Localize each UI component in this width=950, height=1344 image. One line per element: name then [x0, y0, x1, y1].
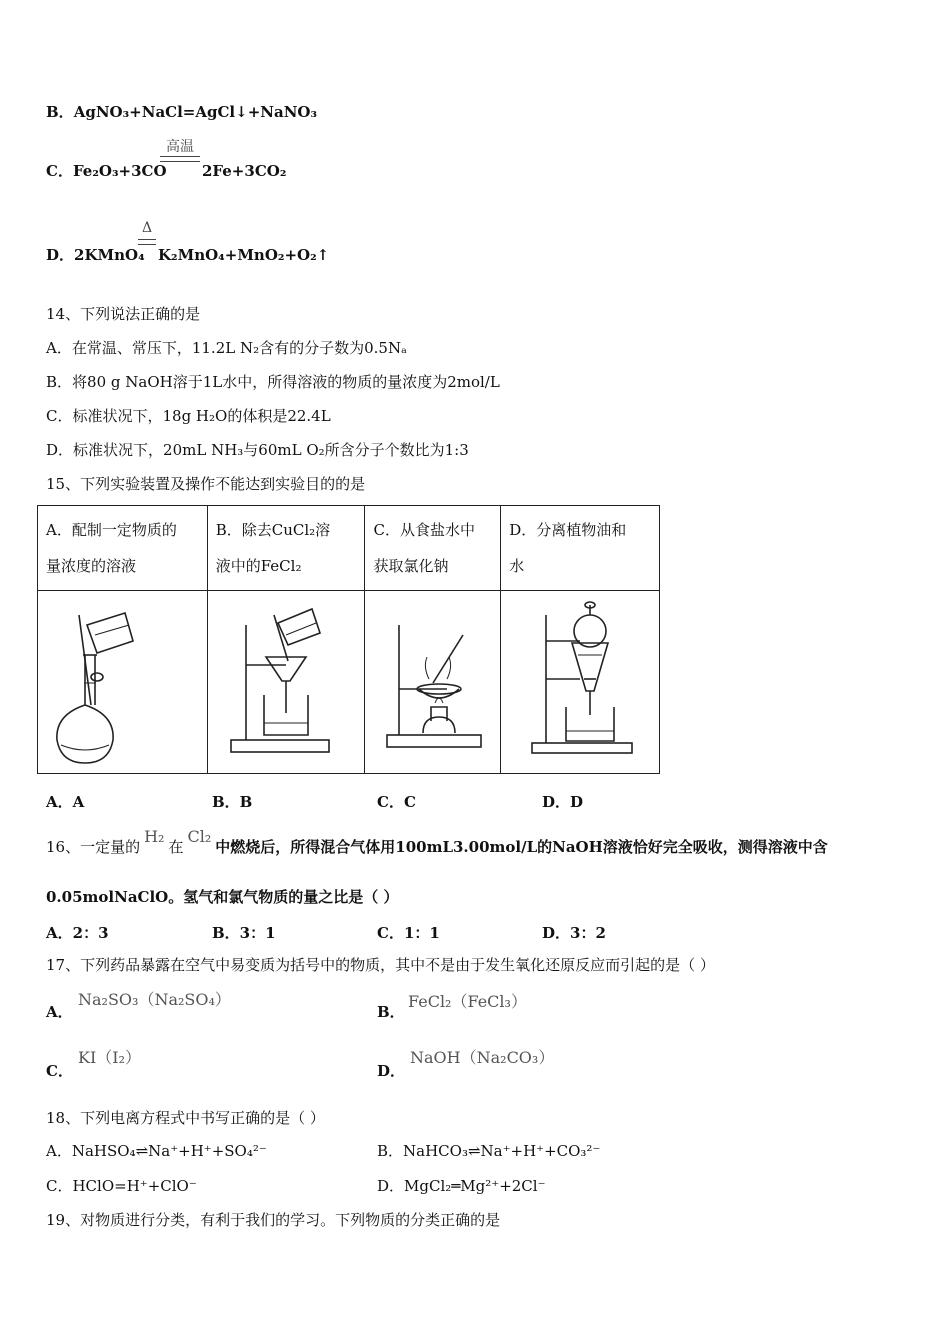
q15-option-b: B．B	[212, 793, 253, 811]
q14-option-c: C．标准状况下，18g H₂O的体积是22.4L	[46, 407, 331, 425]
cell-d-label: D．分离植物油和 水	[501, 506, 660, 591]
cell-b-label: B．除去CuCl₂溶 液中的FeCl₂	[207, 506, 365, 591]
q18-option-b: B．NaHCO₃⇌Na⁺+H⁺+CO₃²⁻	[377, 1142, 601, 1160]
q18-option-a: A．NaHSO₄⇌Na⁺+H⁺+SO₄²⁻	[46, 1142, 267, 1160]
q16-stem-line2: 0.05molNaClO。氢气和氯气物质的量之比是（ ）	[46, 888, 399, 906]
q19-stem: 19、对物质进行分类，有利于我们的学习。下列物质的分类正确的是	[46, 1211, 501, 1229]
q17-stem: 17、下列药品暴露在空气中易变质为括号中的物质，其中不是由于发生氧化还原反应而引起的是（ ）	[46, 956, 715, 974]
volumetric-flask-figure	[38, 591, 208, 774]
q14-option-a: A．在常温、常压下，11.2L N₂含有的分子数为0.5Nₐ	[46, 339, 407, 357]
q17-option-b-label: B．	[377, 1003, 405, 1021]
separatory-funnel-figure	[501, 591, 660, 774]
cl2-formula: Cl₂	[187, 827, 212, 846]
q16-option-a: A．2：3	[46, 924, 109, 942]
q13-option-b: B．AgNO₃+NaCl=AgCl↓+NaNO₃	[46, 103, 318, 121]
q18-stem: 18、下列电离方程式中书写正确的是（ ）	[46, 1109, 325, 1127]
h2-formula: H₂	[144, 827, 165, 846]
q17-option-a-formula: Na₂SO₃（Na₂SO₄）	[78, 990, 231, 1009]
q13-option-c: C．Fe₂O₃+3CO	[46, 162, 167, 180]
q13-option-d-product: K₂MnO₄+MnO₂+O₂↑	[158, 246, 330, 264]
q18-option-c: C．HClO=H⁺+ClO⁻	[46, 1177, 197, 1195]
q13-option-c-product: 2Fe+3CO₂	[202, 162, 287, 180]
q13-c-condition: 高温	[166, 139, 194, 155]
q15-stem: 15、下列实验装置及操作不能达到实验目的的是	[46, 475, 366, 493]
cell-a-label: A．配制一定物质的 量浓度的溶液	[38, 506, 208, 591]
q14-option-b: B．将80 g NaOH溶于1L水中，所得溶液的物质的量浓度为2mol/L	[46, 373, 500, 391]
q14-stem: 14、下列说法正确的是	[46, 305, 201, 323]
q13-d-condition: Δ	[141, 220, 153, 236]
q16-option-b: B．3：1	[212, 924, 276, 942]
q17-option-c-label: C．	[46, 1062, 73, 1080]
q15-option-a: A．A	[46, 793, 85, 811]
filtration-figure	[207, 591, 365, 774]
evaporation-figure	[365, 591, 501, 774]
q17-option-d-formula: NaOH（Na₂CO₃）	[410, 1048, 555, 1067]
q16-stem-line1: 16、一定量的H₂在Cl₂中燃烧后，所得混合气体用100mL3.00mol/L的NaOH溶液恰好完全吸收，测得溶液中含	[46, 827, 828, 856]
cell-c-label: C．从食盐水中 获取氯化钠	[365, 506, 501, 591]
q15-option-d: D．D	[542, 793, 584, 811]
q18-option-d: D．MgCl₂═Mg²⁺+2Cl⁻	[377, 1177, 546, 1195]
q14-option-d: D．标准状况下，20mL NH₃与60mL O₂所含分子个数比为1:3	[46, 441, 469, 459]
q13-option-d: D．2KMnO₄	[46, 246, 145, 264]
q15-option-c: C．C	[377, 793, 416, 811]
q17-option-c-formula: KI（I₂）	[78, 1048, 142, 1067]
q17-option-a-label: A．	[46, 1003, 73, 1021]
q16-option-d: D．3：2	[542, 924, 606, 942]
q17-option-b-formula: FeCl₂（FeCl₃）	[408, 992, 527, 1011]
q16-option-c: C．1：1	[377, 924, 440, 942]
apparatus-table	[37, 505, 660, 774]
q17-option-d-label: D．	[377, 1062, 406, 1080]
